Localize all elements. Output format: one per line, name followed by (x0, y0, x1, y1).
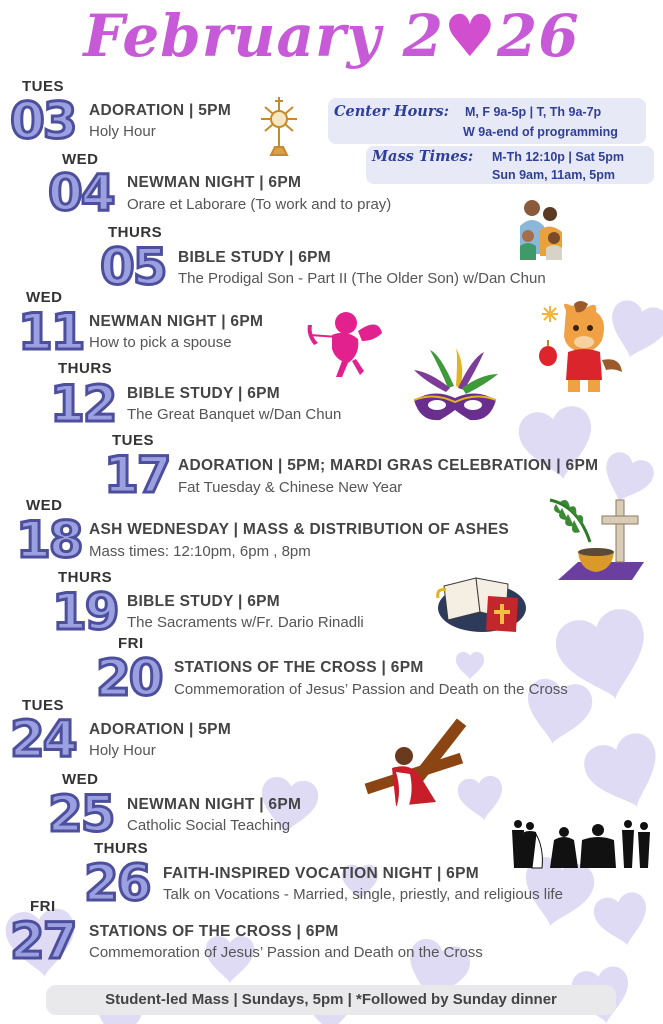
event-title: BIBLE STUDY | 6PM (178, 249, 331, 266)
mass-times-box (366, 146, 654, 184)
event-title: ADORATION | 5PM; MARDI GRAS CELEBRATION | 6PM (178, 457, 599, 474)
event-day: WED (62, 771, 99, 788)
center-hours-box (328, 98, 646, 144)
event-day: WED (26, 289, 63, 306)
event-date: 18 (16, 511, 82, 569)
event-subtitle: How to pick a spouse (89, 334, 232, 351)
event-date: 27 (10, 912, 76, 970)
event-title: ASH WEDNESDAY | MASS & DISTRIBUTION OF ASHES (89, 521, 510, 538)
center-hours-line2: W 9a-end of programming (463, 125, 618, 139)
event-subtitle: Holy Hour (89, 742, 156, 759)
vocations-silhouette-icon (508, 818, 652, 870)
event-date: 24 (10, 710, 76, 768)
event-title: STATIONS OF THE CROSS | 6PM (89, 923, 339, 940)
event-subtitle: Catholic Social Teaching (127, 817, 291, 834)
event-title: ADORATION | 5PM (89, 102, 232, 119)
mass-times-line2: Sun 9am, 11am, 5pm (492, 168, 615, 182)
event-title: ADORATION | 5PM (89, 721, 232, 738)
footer-banner: Student-led Mass | Sundays, 5pm | *Followed by Sunday dinner (46, 985, 616, 1015)
event-date: 03 (10, 92, 76, 150)
event-date: 12 (50, 375, 116, 433)
event-day: TUES (22, 697, 65, 714)
mardi-gras-mask-icon (410, 348, 500, 430)
event-title: STATIONS OF THE CROSS | 6PM (174, 659, 424, 676)
event-day: TUES (112, 432, 155, 449)
event-date: 04 (48, 164, 114, 222)
event-title: FAITH-INSPIRED VOCATION NIGHT | 6PM (163, 865, 479, 882)
event-subtitle: The Sacraments w/Fr. Dario Rinadli (127, 614, 364, 631)
event-subtitle: Holy Hour (89, 123, 156, 140)
event-date: 19 (52, 583, 118, 641)
event-subtitle: The Prodigal Son - Part II (The Older Son) w/Dan Chun (178, 270, 546, 287)
event-day: WED (62, 151, 99, 168)
heart-icon: ♥ (443, 2, 497, 70)
event-date: 17 (104, 446, 170, 504)
event-title: NEWMAN NIGHT | 6PM (89, 313, 264, 330)
cupid-icon (302, 305, 384, 379)
event-day: THURS (58, 360, 113, 377)
event-subtitle: Commemoration of Jesus’ Passion and Death on the Cross (89, 944, 483, 961)
event-day: WED (26, 497, 63, 514)
center-hours-line1: M, F 9a-5p | T, Th 9a-7p (465, 105, 602, 119)
event-subtitle: Orare et Laborare (To work and to pray) (127, 196, 392, 213)
center-hours-label: Center Hours: (334, 103, 449, 120)
mass-times-line1: M-Th 12:10p | Sat 5pm (492, 150, 624, 164)
family-prayer-icon (510, 196, 572, 262)
event-date: 26 (84, 854, 150, 912)
event-day: THURS (108, 224, 163, 241)
event-date: 20 (96, 649, 162, 707)
event-subtitle: Talk on Vocations - Married, single, priestly, and religious life (163, 886, 563, 903)
event-title: NEWMAN NIGHT | 6PM (127, 174, 302, 191)
event-subtitle: Fat Tuesday & Chinese New Year (178, 479, 403, 496)
event-day: FRI (30, 898, 56, 915)
event-title: BIBLE STUDY | 6PM (127, 593, 280, 610)
event-title: NEWMAN NIGHT | 6PM (127, 796, 302, 813)
event-subtitle: Mass times: 12:10pm, 6pm , 8pm (89, 543, 311, 560)
event-date: 05 (100, 238, 166, 296)
event-title: BIBLE STUDY | 6PM (127, 385, 280, 402)
page-title: February 2♥26 (83, 2, 580, 70)
event-day: THURS (94, 840, 149, 857)
bible-icon (436, 568, 530, 636)
horse-new-year-icon (536, 300, 628, 396)
event-subtitle: Commemoration of Jesus’ Passion and Death on the Cross (174, 681, 568, 698)
jesus-cross-icon (356, 712, 486, 812)
ash-cross-icon (548, 496, 648, 582)
monstrance-icon (258, 95, 300, 159)
event-date: 11 (18, 303, 84, 361)
event-day: TUES (22, 78, 65, 95)
event-day: THURS (58, 569, 113, 586)
event-subtitle: The Great Banquet w/Dan Chun (127, 406, 342, 423)
event-day: FRI (118, 635, 144, 652)
mass-times-label: Mass Times: (372, 148, 474, 165)
event-date: 25 (48, 785, 114, 843)
